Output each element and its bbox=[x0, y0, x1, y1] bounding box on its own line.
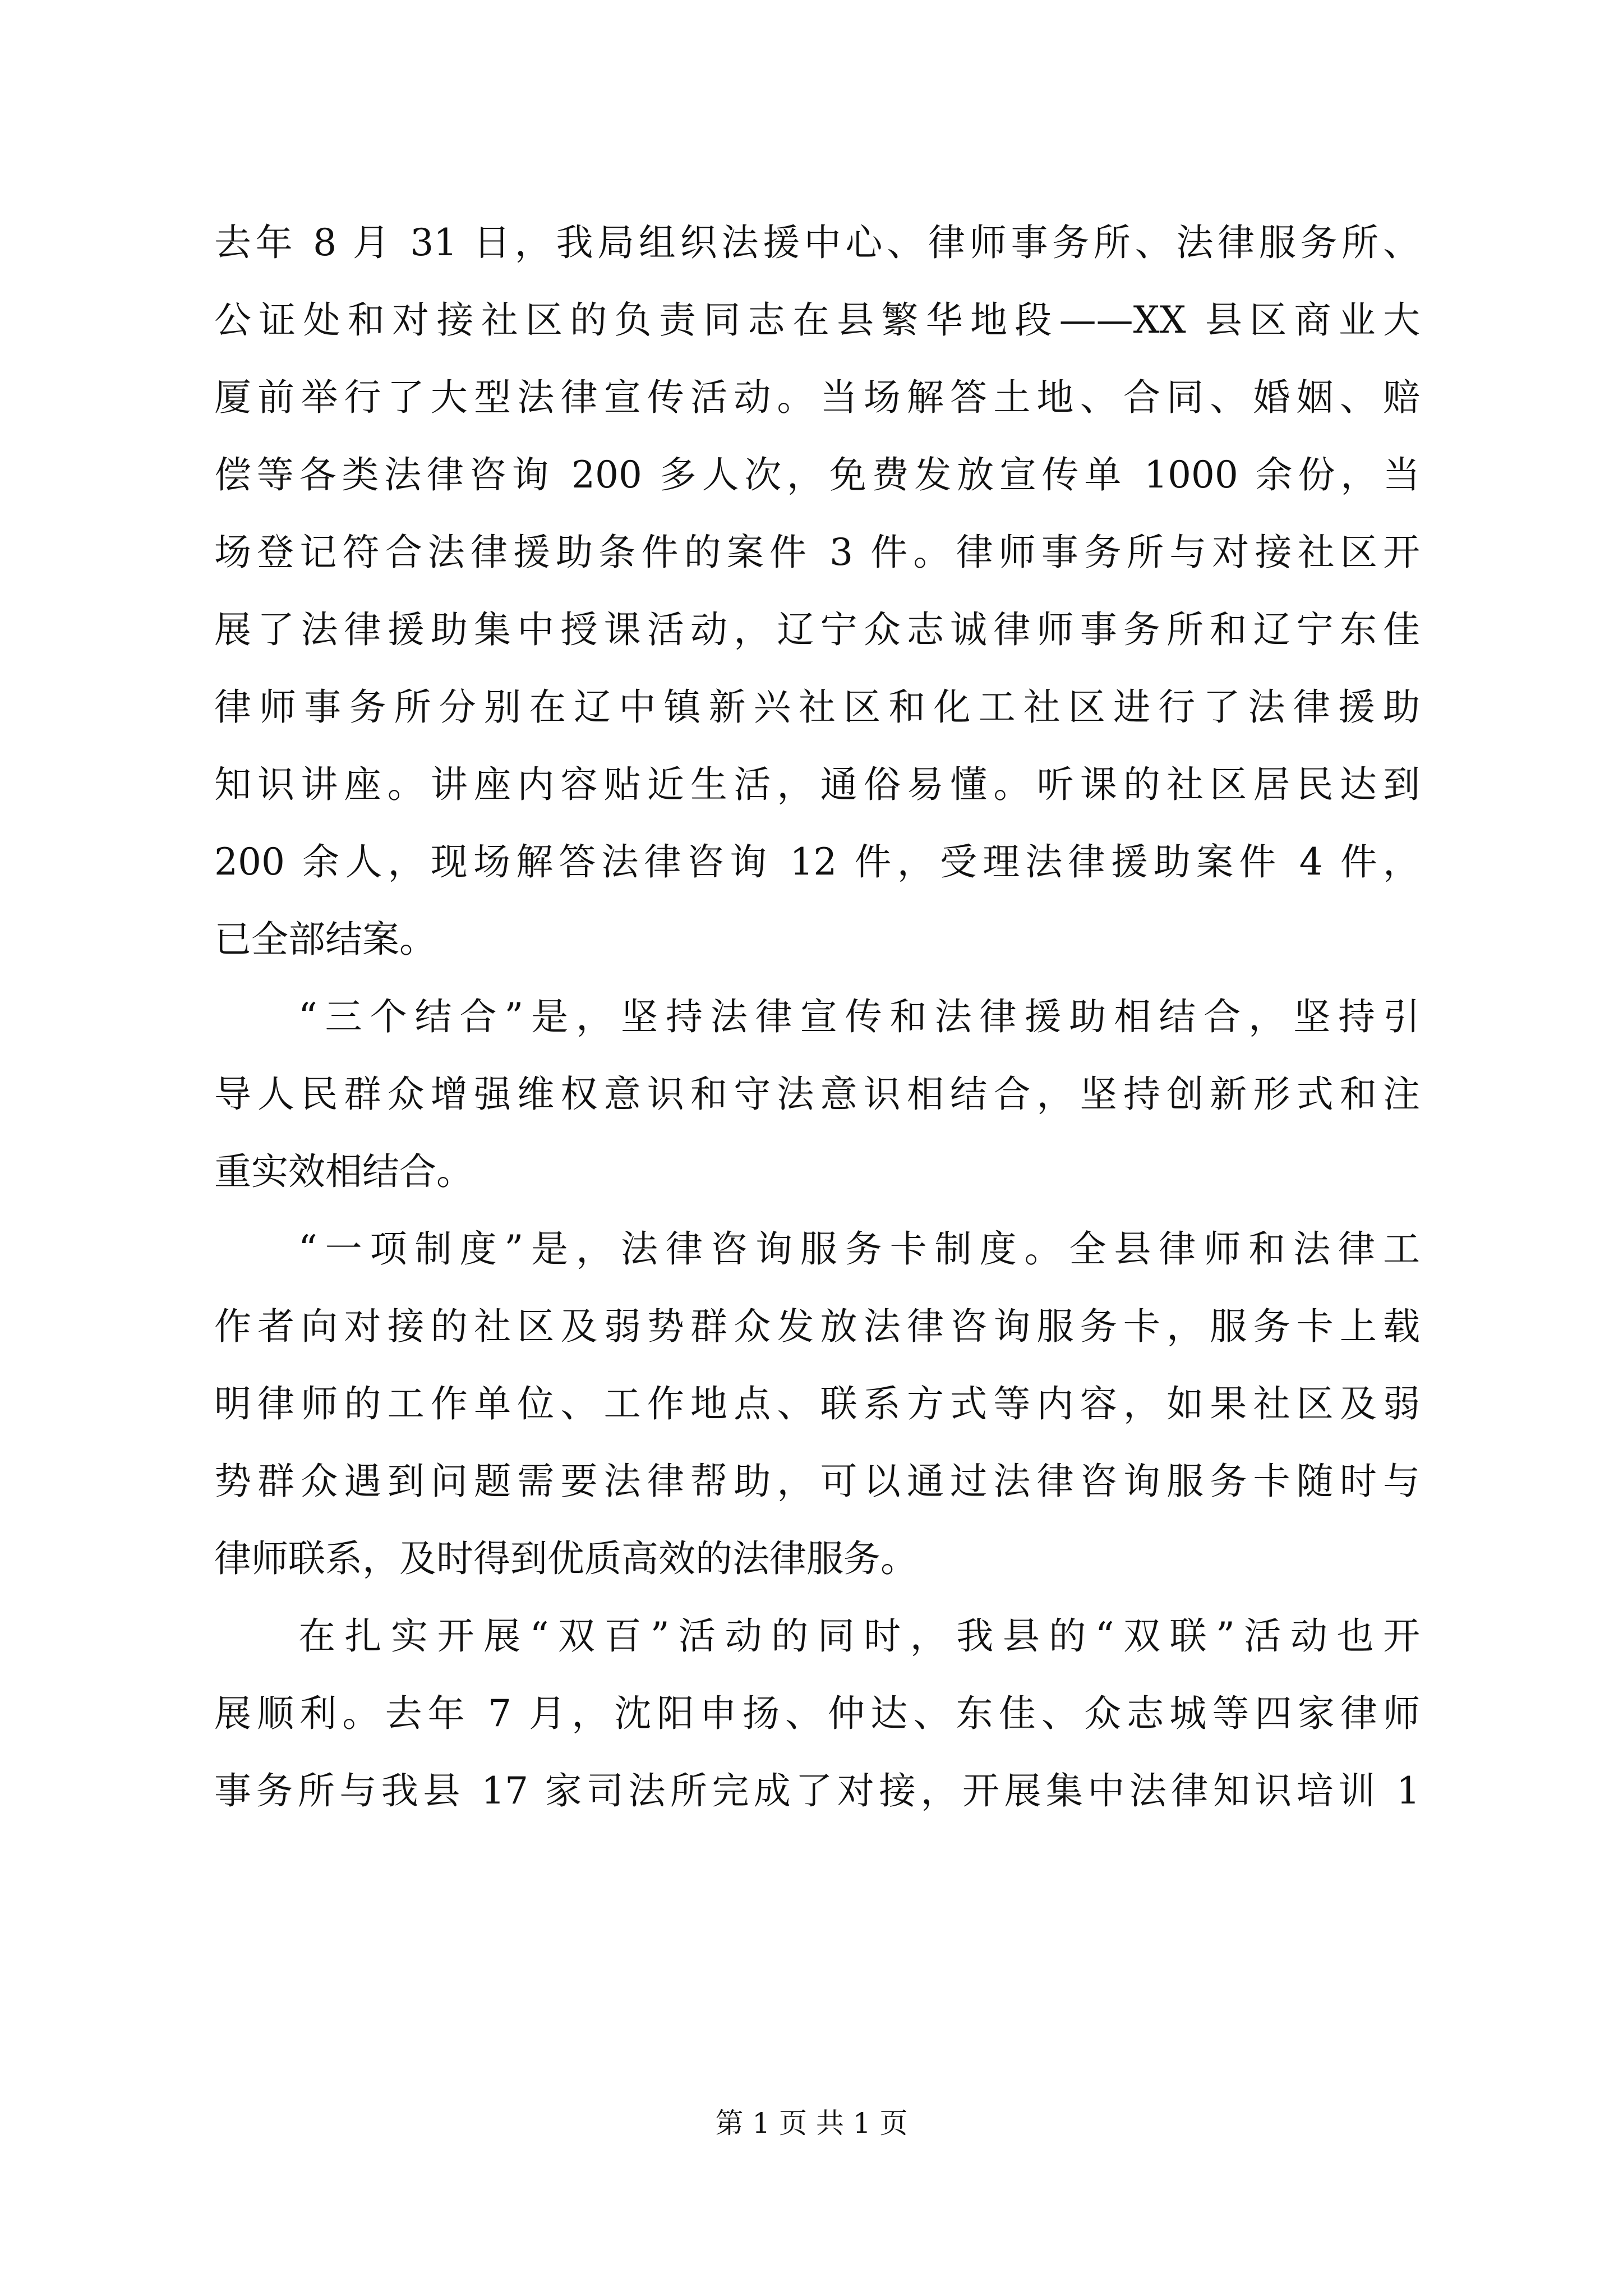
paragraph-start-line: “一项制度”是，法律咨询服务卡制度。全县律师和法律工 bbox=[298, 1227, 1420, 1271]
text-line: 200 余人，现场解答法律咨询 12 件，受理法律援助案件 4 件， bbox=[214, 840, 1420, 884]
text-line: 偿等各类法律咨询 200 多人次，免费发放宣传单 1000 余份，当 bbox=[214, 453, 1420, 496]
text-line: 导人民群众增强维权意识和守法意识相结合，坚持创新形式和注 bbox=[214, 1073, 1420, 1116]
text-line: 已全部结案。 bbox=[214, 918, 436, 961]
text-line: 律师联系，及时得到优质高效的法律服务。 bbox=[214, 1537, 917, 1580]
text-line: 知识讲座。讲座内容贴近生活，通俗易懂。听课的社区居民达到 bbox=[214, 763, 1420, 806]
text-line: 公证处和对接社区的负责同志在县繁华地段——XX 县区商业大 bbox=[214, 298, 1420, 342]
paragraph-start-line: “三个结合”是，坚持法律宣传和法律援助相结合，坚持引 bbox=[298, 995, 1420, 1038]
text-line: 展顺利。去年 7 月，沈阳申扬、仲达、东佳、众志城等四家律师 bbox=[214, 1692, 1420, 1735]
text-line: 律师事务所分别在辽中镇新兴社区和化工社区进行了法律援助 bbox=[214, 685, 1420, 729]
text-line: 厦前举行了大型法律宣传活动。当场解答土地、合同、婚姻、赔 bbox=[214, 376, 1420, 419]
text-line: 明律师的工作单位、工作地点、联系方式等内容，如果社区及弱 bbox=[214, 1382, 1420, 1425]
paragraph-start-line: 在扎实开展“双百”活动的同时，我县的“双联”活动也开 bbox=[298, 1614, 1420, 1658]
text-line: 去年 8 月 31 日，我局组织法援中心、律师事务所、法律服务所、 bbox=[214, 221, 1420, 264]
text-line: 势群众遇到问题需要法律帮助，可以通过法律咨询服务卡随时与 bbox=[214, 1460, 1420, 1503]
text-line: 作者向对接的社区及弱势群众发放法律咨询服务卡，服务卡上载 bbox=[214, 1305, 1420, 1348]
text-line: 场登记符合法律援助条件的案件 3 件。律师事务所与对接社区开 bbox=[214, 531, 1420, 574]
text-line: 事务所与我县 17 家司法所完成了对接，开展集中法律知识培训 1 bbox=[214, 1769, 1420, 1812]
text-line: 重实效相结合。 bbox=[214, 1150, 473, 1193]
page-number-footer: 第 1 页 共 1 页 bbox=[715, 2107, 908, 2139]
text-line: 展了法律援助集中授课活动，辽宁众志诚律师事务所和辽宁东佳 bbox=[214, 608, 1420, 651]
